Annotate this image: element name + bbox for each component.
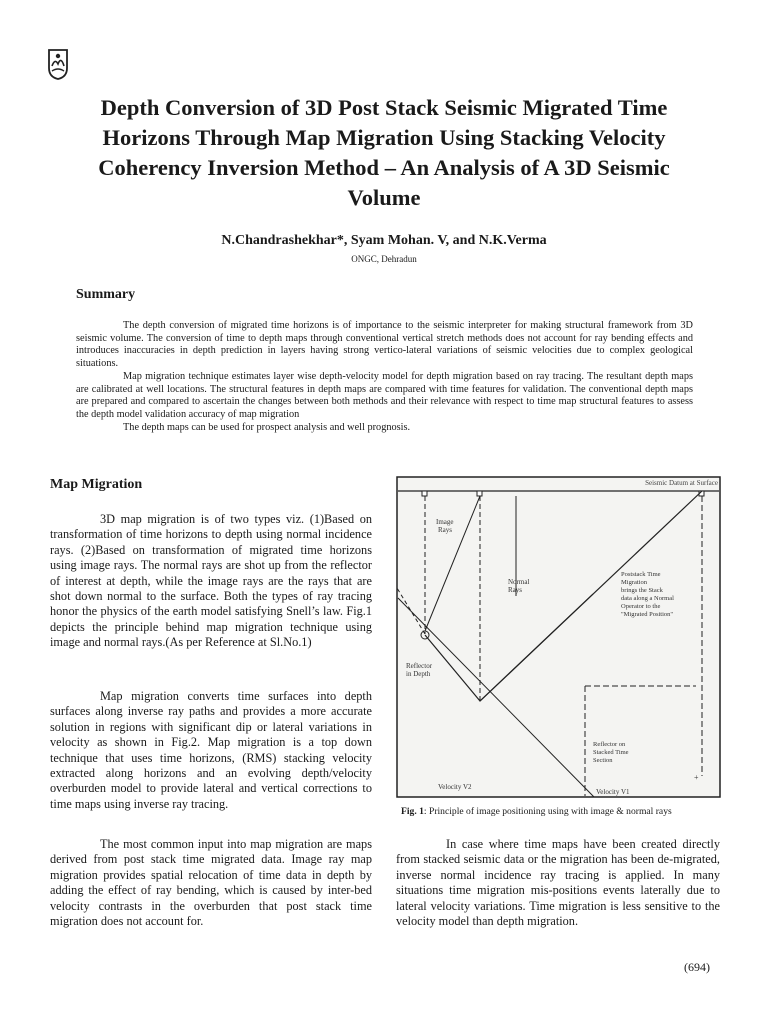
label-poststack: Operator to the <box>621 603 661 610</box>
label-image-rays: Image <box>436 518 454 526</box>
summary-paragraph: The depth maps can be used for prospect analysis and well prognosis. <box>123 421 411 433</box>
plus-marker: + <box>694 773 699 782</box>
label-reflector-stacked: Section <box>593 757 613 764</box>
caption-label: Fig. 1 <box>401 806 424 817</box>
label-poststack: data along a Normal <box>621 595 674 602</box>
body-paragraph: Map migration converts time surfaces into depth surfaces along inverse ray paths and provides a more accurate solution in regions with significant dip or lateral variations in velocity as shown in Fig.2. Map migration is a top down technique that uses time horizons, (RMS) stacking velocity extracted along horizons and an evolving depth/velocity overburden model to provide lateral and vertical corrections to time maps using inverse ray tracing. <box>50 689 372 811</box>
ongc-logo <box>46 46 70 80</box>
label-normal-rays: Normal <box>508 578 530 586</box>
label-poststack: brings the Stack <box>621 587 663 594</box>
body-paragraph: 3D map migration is of two types viz. (1)Based on transformation of time horizons to depth using normal incidence rays. (2)Based on transformation of migrated time horizons using image rays. The normal rays are shot up from the reflector of interest at depth, while the image rays are the rays that are shot down normal to the surface. Both the types of ray tracing honor the physics of the earth model satisfying Snell’s law. Fig.1 depicts the principle behind map migration technique using image and normal rays.(As per Reference at Sl.No.1) <box>50 512 372 650</box>
label-velocity-v2: Velocity V2 <box>438 783 472 791</box>
label-reflector-depth: in Depth <box>406 670 431 678</box>
label-velocity-v1: Velocity V1 <box>596 788 630 796</box>
summary-paragraph: Map migration technique estimates layer wise depth-velocity model for depth migration based on ray tracing. The resultant depth maps are calibrated at well locations. The structural features in depth maps are compared with time features for validation. The conventional depth maps are prepared and compared to ascertain the changes between both methods and their relevance with respect to time map structural features to assess the depth model validation accuracy of map migration <box>76 370 693 420</box>
authors: N.Chandrashekhar*, Syam Mohan. V, and N.K.Verma <box>221 233 547 248</box>
label-reflector-stacked: Reflector on <box>593 741 626 748</box>
left-paragraph-1 <box>50 512 372 651</box>
label-reflector-depth: Reflector <box>406 662 433 670</box>
left-paragraph-2 <box>50 689 372 812</box>
summary-heading: Summary <box>76 287 136 302</box>
page-number: (694) <box>684 960 710 974</box>
label-poststack: "Migrated Position" <box>621 611 674 618</box>
label-image-rays: Rays <box>438 526 452 534</box>
label-poststack: Poststack Time <box>621 571 661 578</box>
receiver-marker <box>477 491 482 496</box>
label-normal-rays: Rays <box>508 586 522 594</box>
receiver-marker <box>422 491 427 496</box>
label-poststack: Migration <box>621 579 647 586</box>
caption-text: : Principle of image positioning using with image & normal rays <box>423 806 672 817</box>
section-heading: Map Migration <box>50 477 143 492</box>
label-datum: Seismic Datum at Surface <box>645 479 718 487</box>
right-paragraph-1 <box>396 837 720 929</box>
body-paragraph: The most common input into map migration are maps derived from post stack time migrated data. Image ray map migration provides spatial relocation of time data in depth by adding the effect of ray bending, which is caused by inter-bed velocity contrasts in the overburden that post stack time migration does not account for. <box>50 837 372 929</box>
left-paragraph-3 <box>50 837 372 929</box>
affiliation: ONGC, Dehradun <box>351 254 417 264</box>
paper-title: Depth Conversion of 3D Post Stack Seismic Migrated Time Horizons Through Map Migration Using Stacking Velocity Coherency Inversion Method – An Analysis of A 3D Seismic Volume <box>98 95 670 210</box>
label-reflector-stacked: Stacked Time <box>593 749 629 756</box>
figure-caption <box>401 806 672 817</box>
summary-body <box>76 320 693 434</box>
body-paragraph: In case where time maps have been created directly from stacked seismic data or the migration has been de-migrated, inverse normal incidence ray tracing is applied. In many situations time migration mis-positions events laterally due to lateral velocity variations. Time migration is less sensitive to the velocity model than depth migration. <box>396 837 720 929</box>
figure-1-ray-diagram <box>396 476 721 798</box>
summary-paragraph: The depth conversion of migrated time horizons is of importance to the seismic interpreter for making structural framework from 3D seismic volume. The conversion of time to depth maps through conventional vertical stretch methods does not account for ray bending effects and introduces inaccuracies in depth prediction in layers having strong vertico-lateral variations of seismic velocities due to complex geological situations. <box>76 320 693 370</box>
